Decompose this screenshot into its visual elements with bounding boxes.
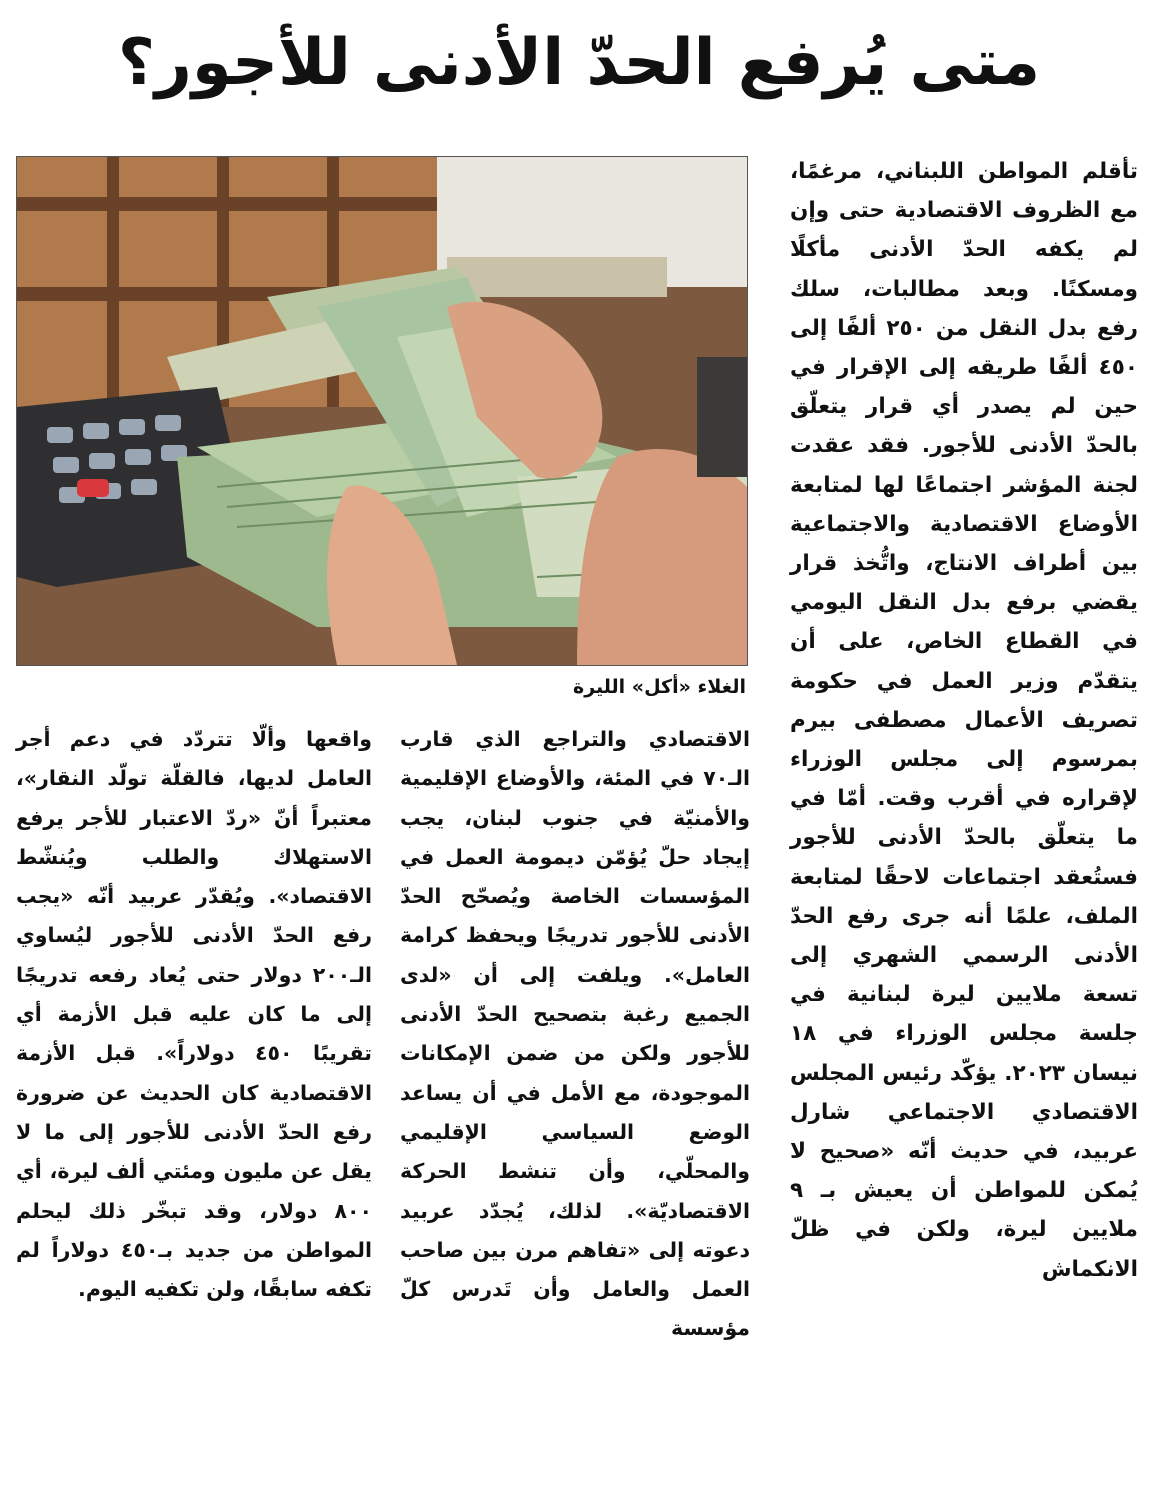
article-photo [16,156,748,666]
money-counting-illustration [17,157,747,665]
article-column-middle: الاقتصادي والتراجع الذي قارب الـ٧٠ في المئة، والأوضاع الإقليمية والأمنيّة في جنوب لبنان، يجب إيجاد حلّ يُؤمّن ديمومة العمل في المؤسسات الخاصة ويُصحّح الحدّ الأدنى للأجور تدريجًا ويحفظ كرامة العامل». ويلفت إلى أن «لدى الجميع رغبة بتصحيح الحدّ الأدنى للأجور ولكن من ضمن الإمكانات الموجودة، مع الأمل في أن يساعد الوضع السياسي الإقليمي والمحلّي، وأن تنشط الحركة الاقتصاديّة». لذلك، يُجدّد عربيد دعوته إلى «تفاهم مرن بين صاحب العمل والعامل وأن تَدرس كلّ مؤسسة [400,727,750,1341]
photo-caption: الغلاء «أكل» الليرة [572,676,746,698]
article-column-left: واقعها وألّا تتردّد في دعم أجر العامل لديها، فالقلّة تولّد النقار»، معتبراً أنّ «ردّ الاعتبار للأجر يرفع الاستهلاك والطلب ويُنشّط الاقتصاد». ويُقدّر عربيد أنّه «يجب رفع الحدّ الأدنى للأجور ليُساوي الـ٢٠٠ دولار حتى يُعاد رفعه تدريجًا إلى ما كان عليه قبل الأزمة أي تقريبًا ٤٥٠ دولاراً». قبل الأزمة الاقتصادية كان الحديث عن ضرورة رفع الحدّ الأدنى للأجور إلى ما لا يقل عن مليون ومئتي ألف ليرة، أي ٨٠٠ دولار، وقد تبخّر ذلك ليحلم المواطن من جديد بـ٤٥٠ دولاراً لم تكفه سابقًا، ولن تكفيه اليوم. [16,727,373,1302]
article-column-right: تأقلم المواطن اللبناني، مرغمًا، مع الظروف الاقتصادية حتى وإن لم يكفه الحدّ الأدنى مأكلًا ومسكنًا. وبعد مطالبات، سلك رفع بدل النقل من ٢٥٠ ألفًا إلى ٤٥٠ ألفًا طريقه إلى الإقرار في حين لم يصدر أي قرار يتعلّق بالحدّ الأدنى للأجور. فقد عقدت لجنة المؤشر اجتماعًا لها لمتابعة الأوضاع الاقتصادية والاجتماعية بين أطراف الانتاج، واتُّخذ قرار يقضي برفع بدل النقل اليومي في القطاع الخاص، على أن يتقدّم وزير العمل في حكومة تصريف الأعمال مصطفى بيرم بمرسوم إلى مجلس الوزراء لإقراره في أقرب وقت. أمّا في ما يتعلّق بالحدّ الأدنى للأجور فستُعقد اجتماعات لاحقًا لمتابعة الملف، علمًا أنه جرى رفع الحدّ الأدنى الرسمي الشهري إلى تسعة ملايين ليرة لبنانية في جلسة مجلس الوزراء في ١٨ نيسان ٢٠٢٣. يؤكّد رئيس المجلس الاقتصادي الاجتماعي شارل عربيد، في حديث أنّه «صحيح لا يُمكن للمواطن أن يعيش بـ ٩ ملايين ليرة، ولكن في ظلّ الانكماش [790,159,1138,1282]
headline: متى يُرفع الحدّ الأدنى للأجور؟ [117,26,1041,100]
